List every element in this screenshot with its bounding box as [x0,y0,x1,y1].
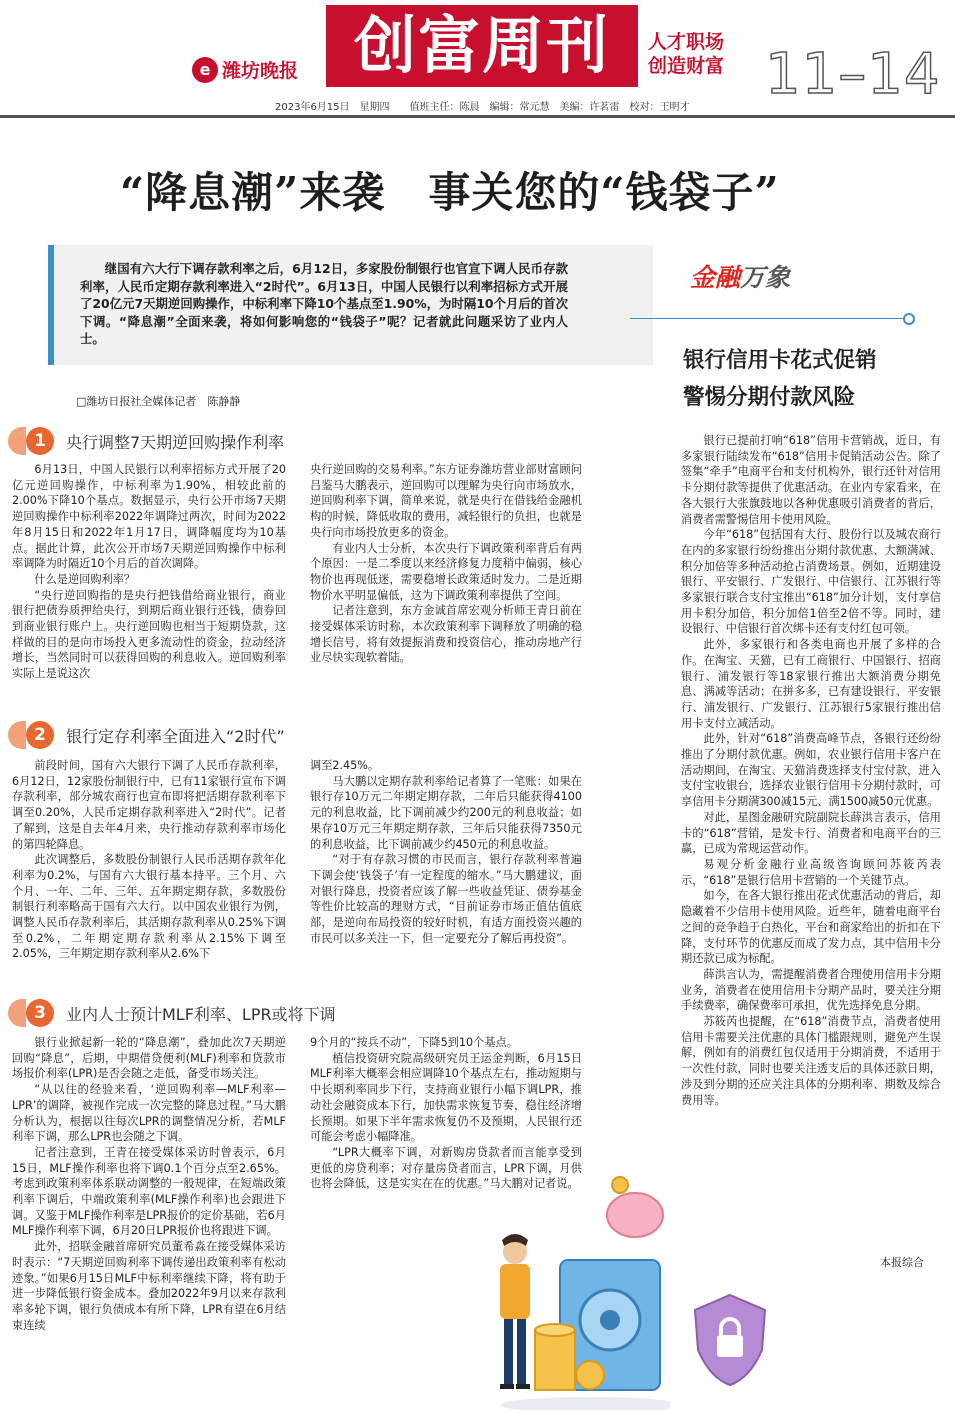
paragraph: “LPR大概率下调，对新购房贷款者而言能享受到更低的房贷利率；对存量房贷者而言，LPR下调，月供也将会降低，这是实实在在的优惠。”马大鹏对记者说。 [310,1145,582,1191]
paragraph: 9个月的“按兵不动”，下降5到10个基点。 [310,1036,518,1049]
section-3-header [8,999,336,1027]
section-2-title: 银行定存利率全面进入“2时代” [66,726,285,746]
lead-accent-bar [48,245,54,365]
paragraph: 对此，星图金融研究院副院长薛洪言表示，信用卡的“618”营销，是发卡行、消费者和电商平台的三赢，已成为常规运营动作。 [681,810,941,856]
paragraph: 6月13日，中国人民银行以利率招标方式开展了20亿元逆回购操作，中标利率为1.90%，相较此前的2.00%下降10个基点。数据显示，央行公开市场7天期逆回购操作中标利率2022年调降过两次，时间为2022年8月15日和2022年1月17日，调降幅度均为10基点。据此计算，此次公开市场7天期逆回购操作中标利率调降为时隔近10个月后的首次调降。 [12,463,286,571]
section-2-marker [8,721,26,749]
paragraph: 此次调整后，多数股份制银行人民币活期存款年化利率为0.2%，与国有六大银行基本持平。三个月、六个月、一年、二年、三年、五年期定期存款，多数股份制银行利率略高于国有六大行。以中国农业银行为例，调整人民币存款利率后，其活期存款利率从0.25%下调至0.2%，二年期定期存款利率从2.15%下调至2.05%，三年期定期存款利率从2.6%下 [12,853,286,961]
section-3-number: 3 [26,999,54,1027]
paragraph: 薛洪言认为，需提醒消费者合理使用信用卡分期业务，消费者在使用信用卡分期产品时，要关注分期手续费率，确保费率可承担，优先选择免息分期。 [681,967,941,1013]
masthead-divider [0,115,955,118]
tagline-line2: 创造财富 [648,55,725,77]
coin-icon [576,1361,604,1389]
section-1-marker [8,427,26,455]
shield-lock-icon [690,1290,770,1390]
section-2-col-left [12,758,286,962]
section-1-header [8,427,284,455]
ground-shadow [500,1397,670,1410]
paragraph: 银行业掀起新一轮的“降息潮”，叠加此次7天期逆回购“降息”，后期，中期借贷便利(MLF)利率和贷款市场报价利率(LPR)是否会随之走低，备受市场关注。 [12,1036,286,1081]
paragraph: 如今，在各大银行推出花式优惠活动的背后，却隐藏着不少信用卡使用风险。近些年，随着电商平台之间的竞争趋于白热化，平台和商家给出的折扣在下降，支付环节的优惠反而成了发力点，其中信用卡分期还款已成为标配。 [681,889,941,966]
section-3-col-left [12,1035,286,1333]
newspaper-logo [192,56,298,83]
column-brand [690,258,790,294]
person-shoe [516,1384,530,1389]
person-shoe [500,1384,514,1389]
column-headline-line2: 警惕分期付款风险 [683,385,856,410]
paragraph: 什么是逆回购利率？ [34,572,136,586]
issue-meta: 2023年6月15日 星期四 值班主任：陈晨 编辑：常元慧 美编：许茗雷 校对：王明才 [275,102,690,113]
section-masthead: 创富周刊 [326,5,638,87]
column-divider [630,318,905,319]
paragraph: 央行逆回购的交易利率。”东方证券潍坊营业部财富顾问吕鉴马大鹏表示，逆回购可以理解为央行向市场放水，逆回购利率下调，简单来说，就是央行在借钱给金融机构的时候，降低收取的费用，减轻银行的负担，也就是央行向市场投放更多的资金。 [310,463,582,539]
paragraph: “对于有存款习惯的市民而言，银行存款利率普遍下调会使‘钱袋子’有一定程度的缩水。”马大鹏建议，面对银行降息，投资者应该了解一些收益凭证、债券基金等性价比较高的理财方式，“目前证券市场正值估值底部，是逆向布局投资的较好时机，有适方面投资兴趣的市民可以多关注一下，但一定要充分了解后再投资”。 [310,853,582,945]
paragraph: 苏筱芮也提醒，在“618”消费节点，消费者使用信用卡需要关注优惠的具体门槛跟规则，避免产生误解，例如有的消费红包仅适用于分期消费，不适用于一次性付款，同时也要关注透支后的具体还款日期，涉及到分期的还应关注具体的分期利率、期数及综合费用等。 [681,1015,941,1107]
byline: □潍坊日报社全媒体记者 陈静静 [76,395,241,408]
newspaper-name: 潍坊晚报 [222,60,299,82]
column-source: 本报综合 [880,1256,924,1269]
paragraph: 记者注意到，王青在接受媒体采访时曾表示，6月15日，MLF操作利率也将下调0.1个百分点至2.65%。考虑到政策利率体系联动调整的一般规律，在短端政策利率下调后，中端政策利率(MLF操作利率)也会跟进下调。又鉴于MLF操作利率是LPR报价的定价基础，若6月MLF操作利率下调，6月20日LPR报价也将跟进下调。 [12,1145,286,1238]
person-jacket [500,1264,530,1319]
section-1-col-right [310,462,582,666]
paragraph: 此外，招联金融首席研究员董希淼在接受媒体采访时表示：“7天期逆回购利率下调传递出政策利率有松动迹象。”如果6月15日MLF中标利率继续下降，将有助于进一步降低银行资金成本。叠加2022年9月以来存款利率多轮下调，银行负债成本有所下降，LPR有望在6月结束连续 [12,1240,286,1332]
paragraph: 易观分析金融行业高级咨询顾问苏筱芮表示，“618”是银行信用卡营销的一个关键节点。 [681,857,941,887]
section-2-col-right [310,758,582,946]
person-leg [504,1319,513,1384]
paragraph: 前段时间，国有六大银行下调了人民币存款利率，6月12日，12家股份制银行中，已有11家银行宣布下调存款利率，部分城农商行也宣布即将把活期存款利率下调至0.20%，人民币定期存款利率进入“2时代”。记者了解到，这是自去年4月来，央行推动存款利率市场化的第四轮降息。 [12,759,286,851]
section-1-col-left [12,462,286,682]
shield-lock-illustration [690,1290,770,1390]
section-3-title: 业内人士预计MLF利率、LPR或将下调 [66,1004,336,1024]
paragraph: 记者注意到，东方金诚首席宏观分析师王青日前在接受媒体采访时称，本次政策利率下调释放了明确的稳增长信号，将有效提振消费和投资信心，推动房地产行业尽快实现软着陆。 [310,604,582,665]
column-headline [683,342,877,416]
paragraph: 调至2.45%。 [310,759,380,772]
section-1-number: 1 [26,427,54,455]
paragraph: 银行已提前打响“618”信用卡营销战，近日，有多家银行陆续发布“618”信用卡促销活动公告。除了签集“牵手”电商平台和支付机构外，银行还针对信用卡分期付款等提供了优惠活动。在业内专家看来，在各大银行大张旗鼓地以各种优惠吸引消费者的背后，消费者需警惕信用卡使用风险。 [681,434,941,526]
paragraph: 有业内人士分析，本次央行下调政策利率背后有两个原因：一是二季度以来经济修复力度稍中偏弱，核心物价也再现低迷，需要稳增长政策适时发力。二是近期物价水平明显偏低，这为下调政策利率提供了空间。 [310,541,582,602]
masthead-tagline [648,30,724,78]
brand-part1: 金融 [690,263,741,292]
paragraph: 此外，多家银行和各类电商也开展了多样的合作。在淘宝、天猫，已有工商银行、中国银行、招商银行、浦发银行等18家银行推出大额消费分期免息、满减等活动；在拼多多，已有建设银行、平安银行、浦发银行、广发银行、江苏银行5家银行推出信用卡支付立减活动。 [681,638,941,730]
paragraph: 今年“618”包括国有大行、股份行以及城农商行在内的多家银行纷纷推出分期付款优惠、大额满减、积分加倍等多种活动抢占消费场景。例如，近期建设银行、平安银行、广发银行、中信银行、江苏银行等多家银行联合支付宝推出“618”加分计划，支付享信用卡积分加倍，积分加倍1倍至2倍不等。同时，建设银行、中信银行首次绑卡还有支付红包可领。 [681,528,941,636]
piggy-bank-icon [607,1193,663,1237]
logo-mark-icon: e [192,57,218,83]
column-headline-line1: 银行信用卡花式促销 [683,348,877,373]
section-2-number: 2 [26,721,54,749]
paragraph: “央行逆回购指的是央行把钱借给商业银行，商业银行把债券质押给央行，到期后商业银行还钱，债券回到商业银行账户上。央行逆回购也相当于短期贷款，这样做的目的是向市场投入更多流动性的资金，拉动经济增长，当然同时可以获得回购的利息收入。逆回购利率实际上是说这次 [12,588,286,681]
brand-part2: 万象 [740,263,791,292]
column-body [681,433,941,1108]
paragraph: “从以往的经验来看，‘逆回购利率—MLF利率—LPR’的调降，被视作完成一次完整的降息过程。”马大鹏分析认为，根据以往每次LPR的调整情况分析，若MLF利率下调，那么LPR也会随之下调。 [12,1083,286,1144]
coin-stack-icon [535,1330,575,1390]
safe-dial-center [600,1310,620,1330]
section-1-title: 央行调整7天期逆回购操作利率 [66,432,285,452]
person-leg [517,1319,526,1384]
divider-dot-icon [903,313,915,325]
paragraph: 植信投资研究院高级研究员王运金判断，6月15日MLF利率大概率会相应调降10个基点左右，推动短期与中长期利率同步下行，支持商业银行小幅下调LPR，推动社会融资成本下行，加快需求恢复节奏，稳住经济增长预期。如果下半年需求恢复仍不及预期，人民银行还可能会考虑小幅降准。 [310,1051,582,1144]
section-3-marker [8,999,26,1027]
page-range: 11–14 [765,42,941,107]
main-headline: “降息潮”来袭 事关您的“钱袋子” [120,168,780,217]
section-2-header [8,721,285,749]
finance-illustration [440,1160,670,1410]
illustration-svg [440,1160,670,1410]
paragraph: 马大鹏以定期存款利率给记者算了一笔账：如果在银行存10万元二年期定期存款，二年后只能获得4100元的利息收益，比下调前减少约200元的利息收益；如果存10万元三年期定期存款，三年后只能获得7350元的利息收益，比下调前减少约450元的利息收益。 [310,774,582,851]
tagline-line1: 人才职场 [648,31,725,53]
paragraph: 此外，针对“618”消费高峰节点，各银行还纷纷推出了分期付款优惠。例如，农业银行信用卡客户在活动期间，在淘宝、天猫消费选择支付宝付款，进入支付宝收银台，选择农业银行信用卡分期付款时，可享信用卡分期满300减15元、满1500减50元优惠。 [681,732,941,809]
coin-top [535,1324,575,1336]
lead-paragraph: 继国有六大行下调存款利率之后，6月12日，多家股份制银行也官宣下调人民币存款利率，人民币定期存款利率进入“2时代”。6月13日，中国人民银行以利率招标方式开展了20亿元7天期逆回购操作，中标利率下降10个基点至1.90%，为时隔10个月后的首次下调。“降息潮”全面来袭，将如何影响您的“钱袋子”呢？记者就此问题采访了业内人士。 [80,261,568,346]
coin-icon [612,1177,628,1193]
